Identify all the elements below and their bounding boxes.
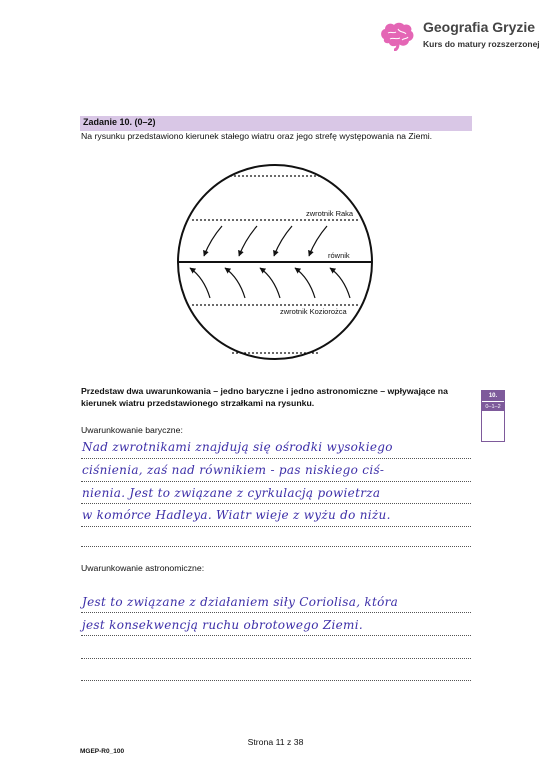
score-box [481, 390, 505, 442]
answer-line [81, 503, 471, 504]
baric-answer-handwriting: Nad zwrotnikami znajdują się ośrodki wysokiego [82, 440, 393, 454]
astronomic-answer-handwriting: jest konsekwencją ruchu obrotowego Ziemi. [82, 618, 363, 632]
answer-line [81, 680, 471, 681]
brand-header [378, 19, 538, 59]
globe-diagram [170, 160, 385, 370]
answer-line [81, 458, 471, 459]
trade-wind-arrows-south [190, 268, 350, 298]
tropic-of-cancer-label: zwrotnik Raka [306, 209, 354, 218]
answer-line [81, 612, 471, 613]
task-intro: Na rysunku przedstawiono kierunek stałego wiatru oraz jego strefę występowania na Ziemi. [81, 131, 433, 141]
brand-subtitle: Kurs do matury rozszerzonej [423, 39, 540, 49]
astronomic-answer-handwriting: Jest to związane z działaniem siły Coriolisa, która [82, 595, 399, 609]
tropic-of-capricorn-label: zwrotnik Koziorożca [280, 307, 347, 316]
answer-line [81, 635, 471, 636]
trade-wind-arrows-north [204, 226, 327, 256]
brand-title: Geografia Gryzie [423, 19, 536, 35]
score-task-number: 10. [482, 391, 504, 401]
baric-answer-handwriting: nienia. Jest to związane z cyrkulacją powietrza [82, 486, 381, 500]
answer-line [81, 526, 471, 527]
page-number: Strona 11 z 38 [247, 737, 304, 747]
brain-icon [378, 21, 416, 51]
score-scale: 0–1–2 [482, 401, 504, 411]
document-code: MGEP-R0_100 [80, 748, 125, 755]
answer-line [81, 481, 471, 482]
task-title: Zadanie 10. (0–2) [83, 117, 156, 127]
baric-answer-label: Uwarunkowanie baryczne: [81, 425, 183, 435]
equator-label: równik [328, 251, 350, 260]
baric-answer-handwriting: ciśnienia, zaś nad równikiem - pas niskiego ciś- [82, 463, 385, 477]
baric-answer-handwriting: w komórce Hadleya. Wiatr wieje z wyżu do niżu. [82, 508, 391, 522]
astronomic-answer-label: Uwarunkowanie astronomiczne: [81, 563, 205, 573]
answer-line [81, 546, 471, 547]
answer-line [81, 658, 471, 659]
question-text: Przedstaw dwa uwarunkowania – jedno baryczne i jedno astronomiczne – wpływające na kierunek wiatru przedstawionego strzałkami na rysunku. [81, 386, 448, 408]
